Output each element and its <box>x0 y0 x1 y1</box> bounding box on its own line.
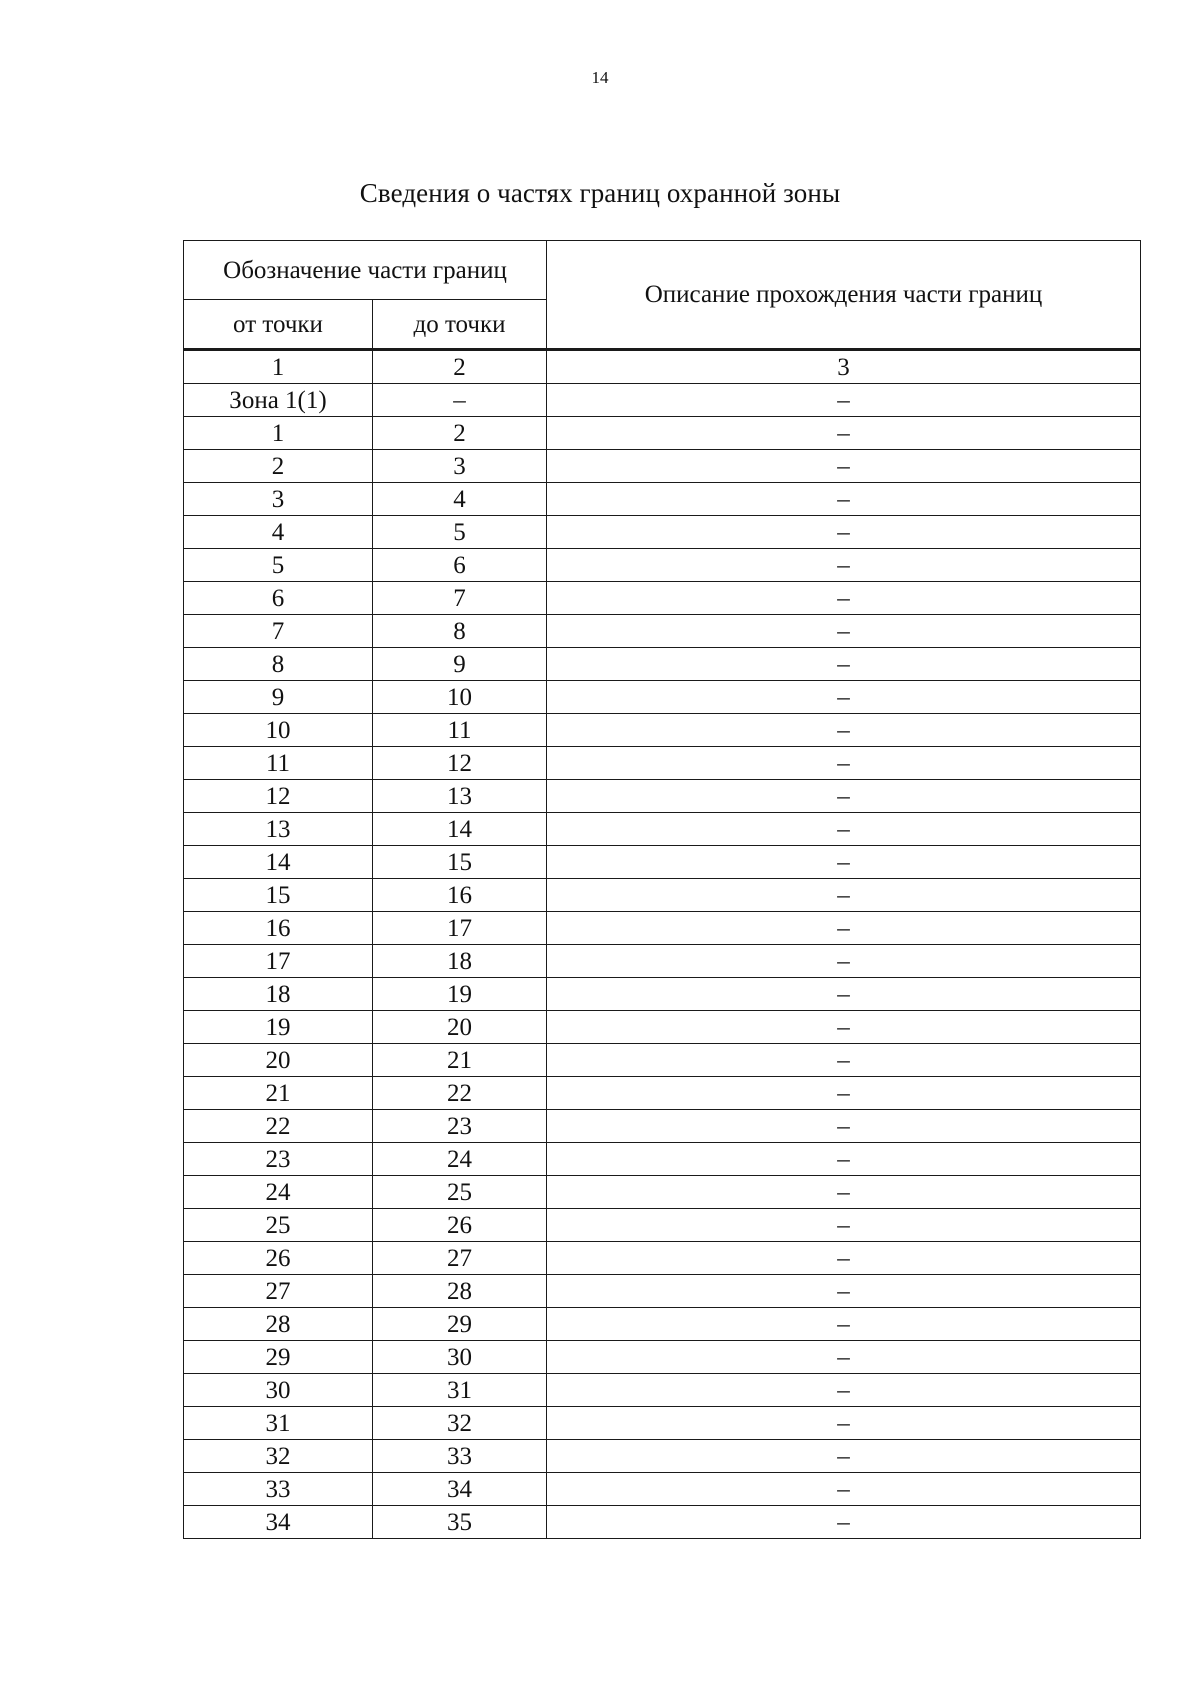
table-row <box>184 879 1141 912</box>
table-row <box>184 978 1141 1011</box>
table-row <box>184 450 1141 483</box>
document-title: Сведения о частях границ охранной зоны <box>359 178 841 208</box>
from-point-cell: 16 <box>184 912 373 945</box>
table-row <box>184 813 1141 846</box>
description-cell: – <box>547 450 1141 483</box>
description-cell: – <box>547 1011 1141 1044</box>
table-row <box>184 384 1141 417</box>
table-row <box>184 648 1141 681</box>
table-row <box>184 1209 1141 1242</box>
from-point-cell: Зона 1(1) <box>184 384 373 417</box>
table-row <box>184 945 1141 978</box>
table-row <box>184 1473 1141 1506</box>
table-row <box>184 582 1141 615</box>
description-cell: – <box>547 1275 1141 1308</box>
from-point-cell: 23 <box>184 1143 373 1176</box>
to-point-cell: – <box>373 384 547 417</box>
description-cell: – <box>547 615 1141 648</box>
table-row <box>184 714 1141 747</box>
table-row <box>184 780 1141 813</box>
from-point-cell: 2 <box>184 450 373 483</box>
description-cell: – <box>547 813 1141 846</box>
description-cell: – <box>547 978 1141 1011</box>
table-row <box>184 1044 1141 1077</box>
to-point-cell: 16 <box>373 879 547 912</box>
from-point-cell: 1 <box>184 417 373 450</box>
from-point-cell: 30 <box>184 1374 373 1407</box>
from-point-cell: 12 <box>184 780 373 813</box>
to-point-cell: 12 <box>373 747 547 780</box>
to-point-cell: 25 <box>373 1176 547 1209</box>
to-point-cell: 30 <box>373 1341 547 1374</box>
table-row <box>184 615 1141 648</box>
description-cell: – <box>547 384 1141 417</box>
column-number-1: 1 <box>184 350 373 384</box>
description-cell: – <box>547 1440 1141 1473</box>
table-row <box>184 1275 1141 1308</box>
to-point-cell: 10 <box>373 681 547 714</box>
description-cell: – <box>547 879 1141 912</box>
description-cell: – <box>547 846 1141 879</box>
to-point-cell: 20 <box>373 1011 547 1044</box>
description-cell: – <box>547 1044 1141 1077</box>
table-row <box>184 1407 1141 1440</box>
to-point-cell: 15 <box>373 846 547 879</box>
from-point-cell: 6 <box>184 582 373 615</box>
from-point-cell: 25 <box>184 1209 373 1242</box>
page-number: 14 <box>591 68 609 87</box>
table-header <box>184 241 1141 350</box>
from-point-cell: 34 <box>184 1506 373 1539</box>
from-point-cell: 8 <box>184 648 373 681</box>
from-point-cell: 13 <box>184 813 373 846</box>
description-cell: – <box>547 780 1141 813</box>
from-point-cell: 27 <box>184 1275 373 1308</box>
to-point-cell: 27 <box>373 1242 547 1275</box>
description-cell: – <box>547 1341 1141 1374</box>
from-point-cell: 5 <box>184 549 373 582</box>
description-cell: – <box>547 1110 1141 1143</box>
to-point-cell: 29 <box>373 1308 547 1341</box>
to-point-cell: 33 <box>373 1440 547 1473</box>
from-point-cell: 19 <box>184 1011 373 1044</box>
boundary-part-designation-header: Обозначение части границ <box>184 241 547 300</box>
description-cell: – <box>547 747 1141 780</box>
table-row <box>184 846 1141 879</box>
table-row <box>184 1308 1141 1341</box>
to-point-cell: 11 <box>373 714 547 747</box>
to-point-cell: 3 <box>373 450 547 483</box>
table-row <box>184 1374 1141 1407</box>
to-point-cell: 28 <box>373 1275 547 1308</box>
to-point-cell: 5 <box>373 516 547 549</box>
description-cell: – <box>547 681 1141 714</box>
column-number-2: 2 <box>373 350 547 384</box>
description-cell: – <box>547 648 1141 681</box>
description-cell: – <box>547 417 1141 450</box>
table-body <box>184 350 1141 1539</box>
description-cell: – <box>547 1506 1141 1539</box>
table-row <box>184 1506 1141 1539</box>
description-cell: – <box>547 516 1141 549</box>
from-point-cell: 28 <box>184 1308 373 1341</box>
table-row <box>184 549 1141 582</box>
description-cell: – <box>547 714 1141 747</box>
from-point-cell: 11 <box>184 747 373 780</box>
to-point-cell: 8 <box>373 615 547 648</box>
table-row <box>184 1011 1141 1044</box>
from-point-cell: 29 <box>184 1341 373 1374</box>
description-cell: – <box>547 1407 1141 1440</box>
to-point-cell: 26 <box>373 1209 547 1242</box>
from-point-cell: 21 <box>184 1077 373 1110</box>
description-cell: – <box>547 912 1141 945</box>
description-cell: – <box>547 1143 1141 1176</box>
table-row <box>184 1077 1141 1110</box>
to-point-cell: 23 <box>373 1110 547 1143</box>
table-row <box>184 747 1141 780</box>
to-point-cell: 35 <box>373 1506 547 1539</box>
from-point-cell: 10 <box>184 714 373 747</box>
description-cell: – <box>547 1209 1141 1242</box>
from-point-cell: 31 <box>184 1407 373 1440</box>
table-row <box>184 1176 1141 1209</box>
to-point-header: до точки <box>373 300 547 350</box>
description-cell: – <box>547 1242 1141 1275</box>
description-cell: – <box>547 582 1141 615</box>
from-point-cell: 32 <box>184 1440 373 1473</box>
to-point-cell: 19 <box>373 978 547 1011</box>
table-row <box>184 1110 1141 1143</box>
to-point-cell: 2 <box>373 417 547 450</box>
description-cell: – <box>547 1077 1141 1110</box>
table-row <box>184 483 1141 516</box>
description-cell: – <box>547 549 1141 582</box>
from-point-cell: 3 <box>184 483 373 516</box>
from-point-cell: 24 <box>184 1176 373 1209</box>
from-point-cell: 15 <box>184 879 373 912</box>
to-point-cell: 24 <box>373 1143 547 1176</box>
to-point-cell: 34 <box>373 1473 547 1506</box>
boundary-description-header: Описание прохождения части границ <box>547 241 1141 350</box>
from-point-header: от точки <box>184 300 373 350</box>
to-point-cell: 21 <box>373 1044 547 1077</box>
from-point-cell: 17 <box>184 945 373 978</box>
from-point-cell: 20 <box>184 1044 373 1077</box>
table-row <box>184 1143 1141 1176</box>
to-point-cell: 7 <box>373 582 547 615</box>
from-point-cell: 14 <box>184 846 373 879</box>
table-row <box>184 417 1141 450</box>
to-point-cell: 14 <box>373 813 547 846</box>
from-point-cell: 7 <box>184 615 373 648</box>
to-point-cell: 22 <box>373 1077 547 1110</box>
to-point-cell: 18 <box>373 945 547 978</box>
description-cell: – <box>547 1473 1141 1506</box>
column-number-3: 3 <box>547 350 1141 384</box>
to-point-cell: 13 <box>373 780 547 813</box>
to-point-cell: 31 <box>373 1374 547 1407</box>
column-numbering-row <box>184 350 1141 384</box>
to-point-cell: 17 <box>373 912 547 945</box>
table-row <box>184 681 1141 714</box>
from-point-cell: 18 <box>184 978 373 1011</box>
description-cell: – <box>547 1308 1141 1341</box>
from-point-cell: 33 <box>184 1473 373 1506</box>
to-point-cell: 6 <box>373 549 547 582</box>
to-point-cell: 4 <box>373 483 547 516</box>
description-cell: – <box>547 1176 1141 1209</box>
table-row <box>184 1341 1141 1374</box>
table-row <box>184 1242 1141 1275</box>
from-point-cell: 4 <box>184 516 373 549</box>
from-point-cell: 22 <box>184 1110 373 1143</box>
description-cell: – <box>547 483 1141 516</box>
to-point-cell: 32 <box>373 1407 547 1440</box>
table-row <box>184 1440 1141 1473</box>
from-point-cell: 26 <box>184 1242 373 1275</box>
description-cell: – <box>547 1374 1141 1407</box>
to-point-cell: 9 <box>373 648 547 681</box>
table-row <box>184 516 1141 549</box>
boundary-parts-table <box>183 240 1141 1539</box>
from-point-cell: 9 <box>184 681 373 714</box>
table-row <box>184 912 1141 945</box>
description-cell: – <box>547 945 1141 978</box>
